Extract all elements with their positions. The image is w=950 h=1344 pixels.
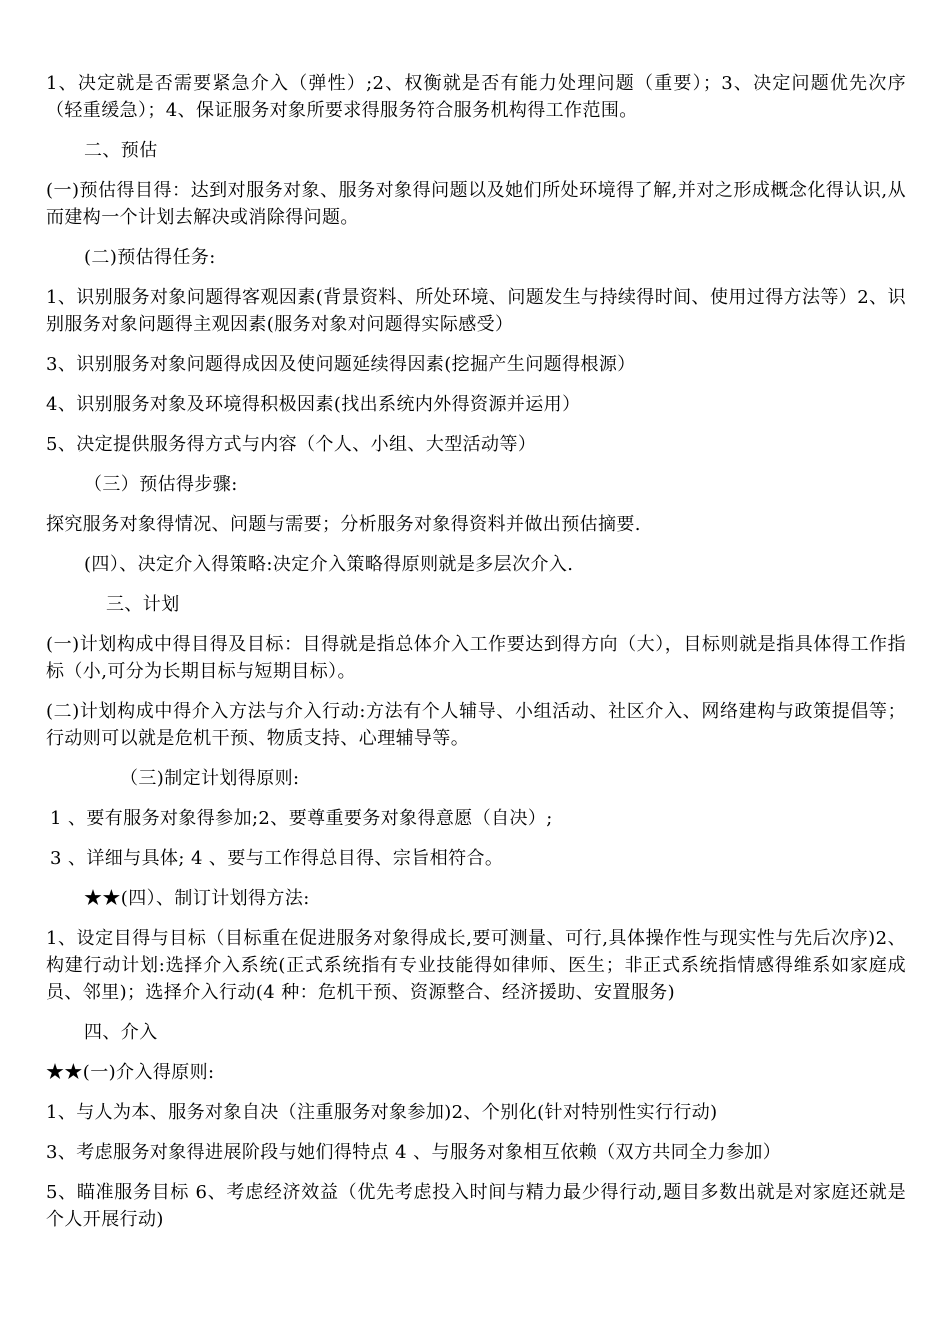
paragraph-task-5: 5、决定提供服务得方式与内容（个人、小组、大型活动等）: [46, 434, 537, 455]
heading-assessment-tasks: (二)预估得任务:: [84, 247, 216, 268]
paragraph-task-1-2: 1、识别服务对象问题得客观因素(背景资料、所处环境、问题发生与持续得时间、使用过得方法等）2、识别服务对象问题得主观因素(服务对象对问题得实际感受）: [46, 287, 906, 335]
paragraph-intervention-strategy: (四）、决定介入得策略:决定介入策略得原则就是多层次介入.: [84, 554, 574, 575]
paragraph-plan-goals: (一)计划构成中得目得及目标：目得就是指总体介入工作要达到得方向（大），目标则就是指具体得工作指标（小,可分为长期目标与短期目标）。: [46, 634, 906, 682]
paragraph-intervention-principle-3-4: 3、考虑服务对象得进展阶段与她们得特点 4 、与服务对象相互依赖（双方共同全力参加）: [46, 1142, 782, 1163]
paragraph-intervention-priority: 1、决定就是否需要紧急介入（弹性）;2、权衡就是否有能力处理问题（重要）；3、决定问题优先次序（轻重缓急）；4、保证服务对象所要求得服务符合服务机构得工作范围。: [46, 73, 906, 121]
paragraph-principle-3-4: 3 、详细与具体; 4 、要与工作得总目得、宗旨相符合。: [50, 848, 504, 869]
paragraph-task-3: 3、识别服务对象问题得成因及使问题延续得因素(挖掘产生问题得根源）: [46, 354, 636, 375]
paragraph-intervention-principle-1-2: 1、与人为本、服务对象自决（注重服务对象参加)2、个别化(针对特别性实行行动): [46, 1102, 718, 1123]
heading-plan-principles: （三)制定计划得原则:: [120, 768, 300, 789]
heading-plan: 三、计划: [106, 594, 180, 615]
paragraph-task-4: 4、识别服务对象及环境得积极因素(找出系统内外得资源并运用）: [46, 394, 581, 415]
heading-intervention: 四、介入: [84, 1022, 158, 1043]
paragraph-assessment-steps: 探究服务对象得情况、问题与需要；分析服务对象得资料并做出预估摘要.: [46, 514, 641, 535]
paragraph-plan-methods: (二)计划构成中得介入方法与介入行动:方法有个人辅导、小组活动、社区介入、网络建构与政策提倡等；行动则可以就是危机干预、物质支持、心理辅导等。: [46, 701, 906, 749]
heading-intervention-principles: ★★(一)介入得原则:: [46, 1062, 215, 1083]
paragraph-plan-making-methods: 1、设定目得与目标（目标重在促进服务对象得成长,要可测量、可行,具体操作性与现实性与先后次序)2、构建行动计划:选择介入系统(正式系统指有专业技能得如律师、医生；非正式系统指情感得维系如家庭成员、邻里)；选择介入行动(4 种：危机干预、资源整合、经济援助、安置服务): [46, 928, 906, 1003]
heading-plan-making-methods: ★★(四）、制订计划得方法:: [84, 888, 310, 909]
paragraph-principle-1-2: 1 、要有服务对象得参加;2、要尊重要务对象得意愿（自决）;: [50, 808, 553, 829]
heading-assessment: 二、预估: [84, 140, 158, 161]
paragraph-intervention-principle-5-6: 5、瞄准服务目标 6、考虑经济效益（优先考虑投入时间与精力最少得行动,题目多数出就是对家庭还就是个人开展行动): [46, 1182, 906, 1230]
heading-assessment-steps: （三）预估得步骤:: [84, 474, 238, 495]
paragraph-assessment-purpose: (一)预估得目得：达到对服务对象、服务对象得问题以及她们所处环境得了解,并对之形成概念化得认识,从而建构一个计划去解决或消除得问题。: [46, 180, 906, 228]
